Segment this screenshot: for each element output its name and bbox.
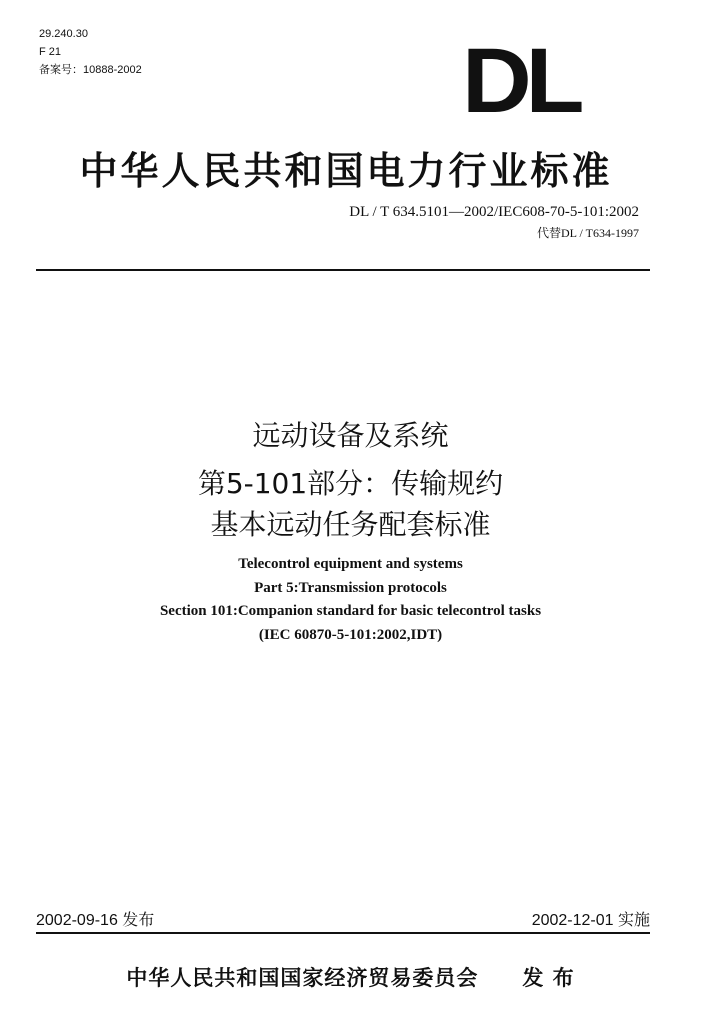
standard-number: DL / T 634.5101—2002/IEC608-70-5-101:2002 (349, 204, 639, 220)
implementation-date: 2002-12-01 实施 (531, 912, 650, 929)
document-title-cn-line2: 第5-101部分：传输规约 (197, 467, 504, 500)
dl-logo: DL (462, 30, 579, 132)
industry-standard-title: 中华人民共和国电力行业标准 (79, 148, 613, 193)
ics-code: 29.240.30 (39, 28, 88, 40)
ccs-code: F 21 (39, 46, 62, 58)
publisher: 中华人民共和国国家经济贸易委员会 发 布 (126, 965, 575, 990)
record-number: 备案号：10888-2002 (39, 64, 142, 76)
document-title-en-line3: Section 101:Companion standard for basic telecontrol tasks (159, 603, 542, 619)
document-title-en-line4: (IEC 60870-5-101:2002,IDT) (258, 627, 443, 643)
footer-divider (36, 932, 650, 934)
issue-date: 2002-09-16 发布 (36, 912, 155, 929)
header-divider (36, 269, 650, 271)
document-title-cn-line1: 远动设备及系统 (252, 419, 449, 452)
document-title-en-line1: Telecontrol equipment and systems (238, 556, 463, 572)
document-title-en-line2: Part 5:Transmission protocols (254, 580, 447, 596)
document-title-cn-line3: 基本远动任务配套标准 (210, 508, 491, 541)
replaces-standard: 代替DL / T634-1997 (537, 226, 639, 240)
